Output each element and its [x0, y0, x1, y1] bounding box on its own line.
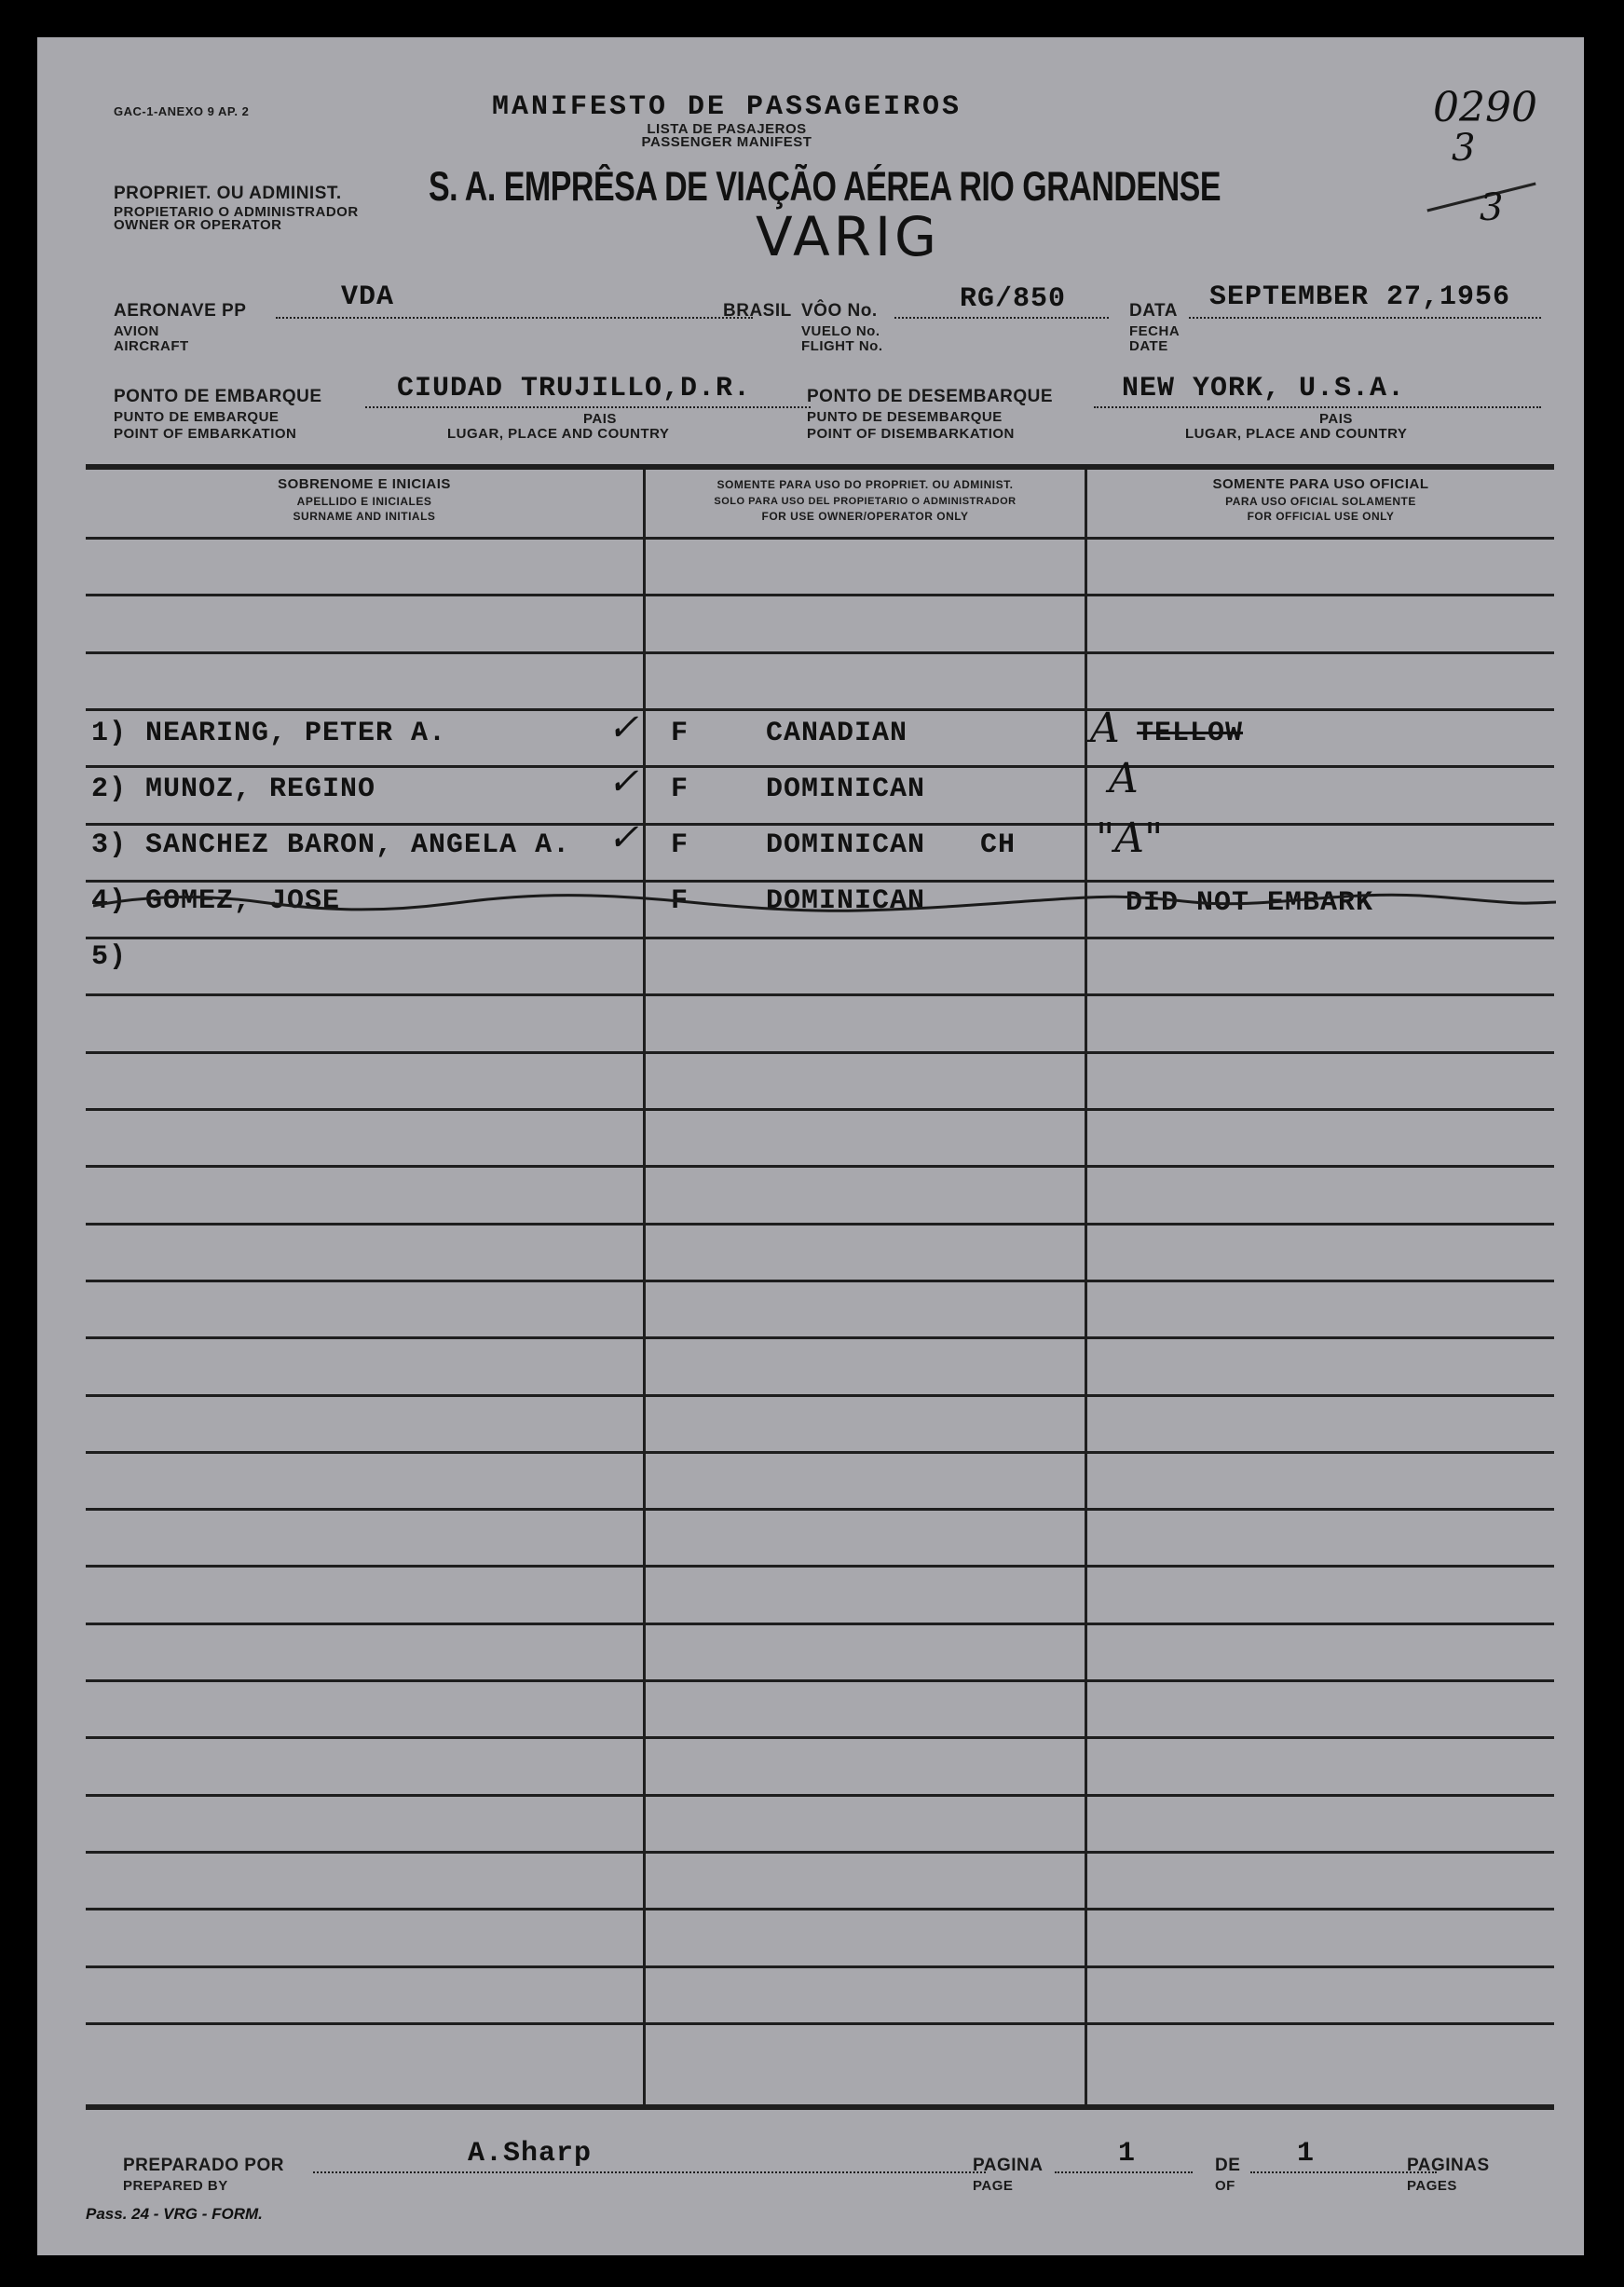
aircraft-label-pt: AERONAVE PP: [114, 301, 247, 321]
disembark-line: [1094, 406, 1541, 410]
row-rule: [86, 993, 1554, 996]
page-line: [1055, 2171, 1193, 2175]
column-divider-1: [643, 470, 646, 2106]
flight-label-pt: VÔO No.: [801, 301, 878, 321]
embark-label-pt: PONTO DE EMBARQUE: [114, 387, 322, 406]
form-code-bottom: Pass. 24 - VRG - FORM.: [86, 2205, 263, 2223]
disembark-pais: PAIS: [1319, 411, 1353, 427]
brand-varig: VARIG: [756, 205, 940, 268]
col-header-official-en: FOR OFFICIAL USE ONLY: [1247, 510, 1395, 523]
aircraft-label-en: AIRCRAFT: [114, 338, 189, 354]
row-rule: [86, 1108, 1554, 1111]
embark-label-en: POINT OF EMBARKATION: [114, 426, 297, 442]
col-header-owner-es: SOLO PARA USO DEL PROPIETARIO O ADMINISTRADOR: [714, 496, 1017, 507]
page-label-en: PAGE: [973, 2178, 1014, 2194]
handwritten-page-number: 0290: [1433, 84, 1537, 131]
passenger-number: 1): [91, 718, 128, 749]
checkmark: ✓: [607, 706, 639, 749]
disembark-label-pt: PONTO DE DESEMBARQUE: [807, 387, 1054, 406]
row-rule: [86, 765, 1554, 768]
handwritten-mark-2: 3: [1480, 186, 1504, 229]
disembark-label-es: PUNTO DE DESEMBARQUE: [807, 409, 1003, 425]
date-line: [1189, 317, 1541, 321]
row-rule: [86, 1565, 1554, 1568]
pages-label-en: PAGES: [1407, 2178, 1457, 2194]
prepared-value: A.Sharp: [468, 2138, 593, 2170]
title-spanish: LISTA DE PASAJEROS: [647, 121, 807, 137]
row-rule: [86, 937, 1554, 939]
passenger-number: 5): [91, 941, 128, 973]
owner-label-pt: PROPRIET. OU ADMINIST.: [114, 184, 342, 203]
manifest-title: MANIFESTO DE PASSAGEIROS: [491, 91, 962, 123]
pages-label-pt: PAGINAS: [1407, 2156, 1490, 2175]
official-mark: A: [1090, 705, 1120, 752]
col-header-owner-pt: SOMENTE PARA USO DO PROPRIET. OU ADMINIST.: [716, 478, 1014, 491]
column-divider-2: [1085, 470, 1087, 2106]
page-label-pt: PAGINA: [973, 2156, 1044, 2175]
col-header-owner-en: FOR USE OWNER/OPERATOR ONLY: [761, 510, 969, 523]
official-mark: A: [1109, 755, 1139, 802]
date-value: SEPTEMBER 27,1956: [1209, 281, 1511, 313]
col-header-surname-es: APELLIDO E INICIALES: [296, 495, 432, 508]
row-rule: [86, 537, 1554, 540]
col-header-official-es: PARA USO OFICIAL SOLAMENTE: [1225, 495, 1416, 508]
prepared-label-pt: PREPARADO POR: [123, 2156, 284, 2175]
aircraft-line: [276, 317, 753, 321]
embark-pais: PAIS: [583, 411, 617, 427]
row-rule: [86, 1508, 1554, 1511]
embark-line: [365, 406, 811, 410]
date-label-pt: DATA: [1129, 301, 1178, 321]
checkmark: ✓: [607, 760, 639, 803]
owner-label-es: PROPIETARIO O ADMINISTRADOR: [114, 204, 359, 220]
row-rule: [86, 1451, 1554, 1454]
title-english: PASSENGER MANIFEST: [641, 134, 812, 150]
row-rule: [86, 823, 1554, 826]
of-label-en: OF: [1215, 2178, 1235, 2194]
date-label-en: DATE: [1129, 338, 1168, 354]
row-rule: [86, 1336, 1554, 1339]
passenger-nationality: DOMINICAN: [766, 774, 926, 805]
row-rule: [86, 1679, 1554, 1682]
flight-value: RG/850: [960, 283, 1067, 315]
owner-label-en: OWNER OR OPERATOR: [114, 217, 282, 233]
row-rule: [86, 1965, 1554, 1968]
col-header-surname-pt: SOBRENOME E INICIAIS: [278, 476, 451, 492]
passenger-name: NEARING, PETER A.: [145, 718, 447, 749]
passenger-name: SANCHEZ BARON, ANGELA A.: [145, 829, 571, 861]
embark-place-label: LUGAR, PLACE AND COUNTRY: [447, 426, 670, 442]
col-header-surname-en: SURNAME AND INITIALS: [293, 510, 436, 523]
prepared-label-en: PREPARED BY: [123, 2178, 228, 2194]
of-value: 1: [1297, 2138, 1316, 2170]
flight-label-es: VUELO No.: [801, 323, 880, 339]
passenger-code: F: [671, 885, 689, 917]
passenger-nationality: DOMINICAN: [766, 885, 926, 917]
row-rule: [86, 1736, 1554, 1739]
form-code-top: GAC-1-ANEXO 9 AP. 2: [114, 104, 250, 118]
passenger-name: MUNOZ, REGINO: [145, 774, 376, 805]
row-rule: [86, 708, 1554, 711]
manifest-sheet: [37, 37, 1584, 2255]
official-struck-text: TELLOW: [1137, 718, 1244, 749]
handwritten-mark-1: 3: [1452, 127, 1476, 170]
page-value: 1: [1118, 2138, 1137, 2170]
row-rule: [86, 1851, 1554, 1854]
table-bottom-border: [86, 2104, 1554, 2110]
aircraft-label-es: AVION: [114, 323, 159, 339]
checkmark: ✓: [607, 816, 639, 859]
row-rule: [86, 1623, 1554, 1625]
row-rule: [86, 1223, 1554, 1226]
row-rule: [86, 1280, 1554, 1282]
passenger-number: 4): [91, 885, 128, 917]
row-rule: [86, 1165, 1554, 1168]
passenger-code: F: [671, 774, 689, 805]
passenger-nationality: CANADIAN: [766, 718, 908, 749]
embark-value: CIUDAD TRUJILLO,D.R.: [397, 373, 752, 404]
passenger-number: 2): [91, 774, 128, 805]
disembark-label-en: POINT OF DISEMBARKATION: [807, 426, 1015, 442]
flight-country: BRASIL: [723, 301, 792, 321]
date-label-es: FECHA: [1129, 323, 1180, 339]
flight-line: [894, 317, 1109, 321]
embark-label-es: PUNTO DE EMBARQUE: [114, 409, 280, 425]
passenger-extra: CH: [980, 829, 1017, 861]
official-mark: "A": [1096, 815, 1164, 862]
passenger-code: F: [671, 829, 689, 861]
disembark-value: NEW YORK, U.S.A.: [1122, 373, 1406, 404]
official-note: DID NOT EMBARK: [1126, 887, 1374, 919]
table-top-border: [86, 464, 1554, 470]
disembark-place-label: LUGAR, PLACE AND COUNTRY: [1185, 426, 1408, 442]
strike-through-line: [93, 882, 1556, 919]
row-rule: [86, 1394, 1554, 1397]
company-name: S. A. EMPRÊSA DE VIAÇÃO AÉREA RIO GRANDENSE: [429, 164, 1221, 211]
passenger-nationality: DOMINICAN: [766, 829, 926, 861]
passenger-number: 3): [91, 829, 128, 861]
of-label-pt: DE: [1215, 2156, 1241, 2175]
aircraft-value: VDA: [341, 281, 395, 313]
row-rule: [86, 594, 1554, 596]
row-rule: [86, 1794, 1554, 1797]
flight-label-en: FLIGHT No.: [801, 338, 883, 354]
row-rule: [86, 1908, 1554, 1910]
passenger-code: F: [671, 718, 689, 749]
col-header-official-pt: SOMENTE PARA USO OFICIAL: [1212, 476, 1429, 492]
prepared-line: [313, 2171, 986, 2175]
passenger-name: GOMEZ, JOSE: [145, 885, 341, 917]
row-rule: [86, 1051, 1554, 1054]
row-rule: [86, 2022, 1554, 2025]
row-rule: [86, 651, 1554, 654]
